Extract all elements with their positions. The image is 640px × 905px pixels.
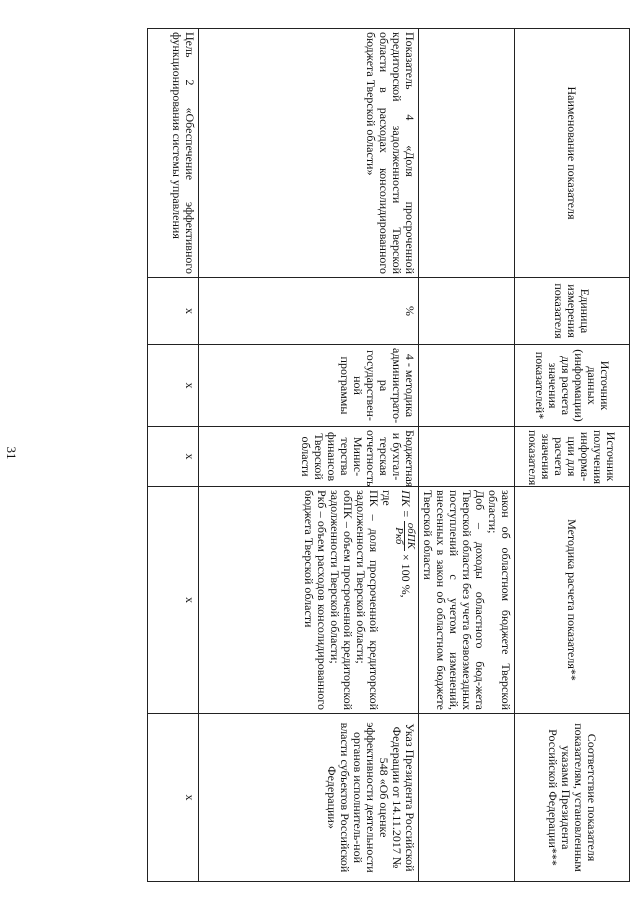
indicator-table (147, 28, 630, 882)
cell-empty (419, 427, 515, 487)
cell-indicator-name: Показатель 4 «Доля просроченной кредиторской задолженности Тверской области в расходах консолидированного бюджета Тверской области» (199, 29, 419, 278)
cell-x: х (148, 345, 199, 427)
formula (393, 490, 416, 710)
page-number: 31 (4, 446, 19, 459)
cell-unit: % (199, 278, 419, 345)
header-data-source: Источник данных (информации) для расчета значения показателей* (515, 345, 630, 427)
method-line: Доб – доходы областного бюд-жета Тверской области без учета безвозмездных поступлений с учетом изменений, внесенных в закон об областном бюджете Тверской области (421, 490, 487, 710)
table-row-goal-2 (148, 29, 199, 882)
method-line: обПК – объем просроченной кредиторской задолженности Тверской области; (328, 490, 355, 710)
cell-empty (419, 714, 515, 882)
header-indicator-name: Наименование показателя (515, 29, 630, 278)
formula-denominator: Ркб (393, 527, 405, 545)
formula-numerator: обПК (405, 522, 417, 549)
method-line: ПК – доля просроченной кредиторской задолженности Тверской области; (354, 490, 381, 710)
formula-fraction (393, 521, 416, 551)
method-line: закон об областном бюджете Тверской области; (486, 490, 513, 710)
cell-method-continued (419, 487, 515, 714)
cell-method (199, 487, 419, 714)
cell-empty (419, 345, 515, 427)
cell-x: х (148, 487, 199, 714)
rotated-table-container (55, 28, 630, 881)
cell-empty (419, 278, 515, 345)
header-info-source: Источник получения информа-ции для расчета значения показателя (515, 427, 630, 487)
cell-data-source: 4 - методика администрато-ра государствен-ной программы (199, 345, 419, 427)
header-compliance: Соответствие показателя показателям, установленным указами Президента Российской Федерации*** (515, 714, 630, 882)
cell-info-source: Бюджетная и бухгал-терская отчетность Минис-терства финансов Тверской области (199, 427, 419, 487)
formula-where: где (380, 490, 394, 506)
method-line: Ркб – объем расходов консолидированного бюджета Тверской области (302, 490, 329, 710)
cell-goal-name: Цель 2 «Обеспечение эффективного функционирования системы управления (148, 29, 199, 278)
cell-compliance: Указ Президента Российской Федерации от 14.11.2017 № 548 «Об оценке эффективности деятельности органов исполнитель-ной власти субъектов Российской Федерации» (199, 714, 419, 882)
table-header-row (515, 29, 630, 882)
cell-x: х (148, 427, 199, 487)
page-number-strip (0, 0, 22, 905)
cell-empty (419, 29, 515, 278)
header-method: Методика расчета показателя** (515, 487, 630, 714)
cell-x: х (148, 714, 199, 882)
formula-lhs: ПК = (398, 490, 413, 518)
cell-x: х (148, 278, 199, 345)
header-unit: Единица измерения показателя (515, 278, 630, 345)
formula-rhs: × 100 %, (398, 553, 413, 598)
table-row-indicator-4 (199, 29, 419, 882)
table-row-continued (419, 29, 515, 882)
